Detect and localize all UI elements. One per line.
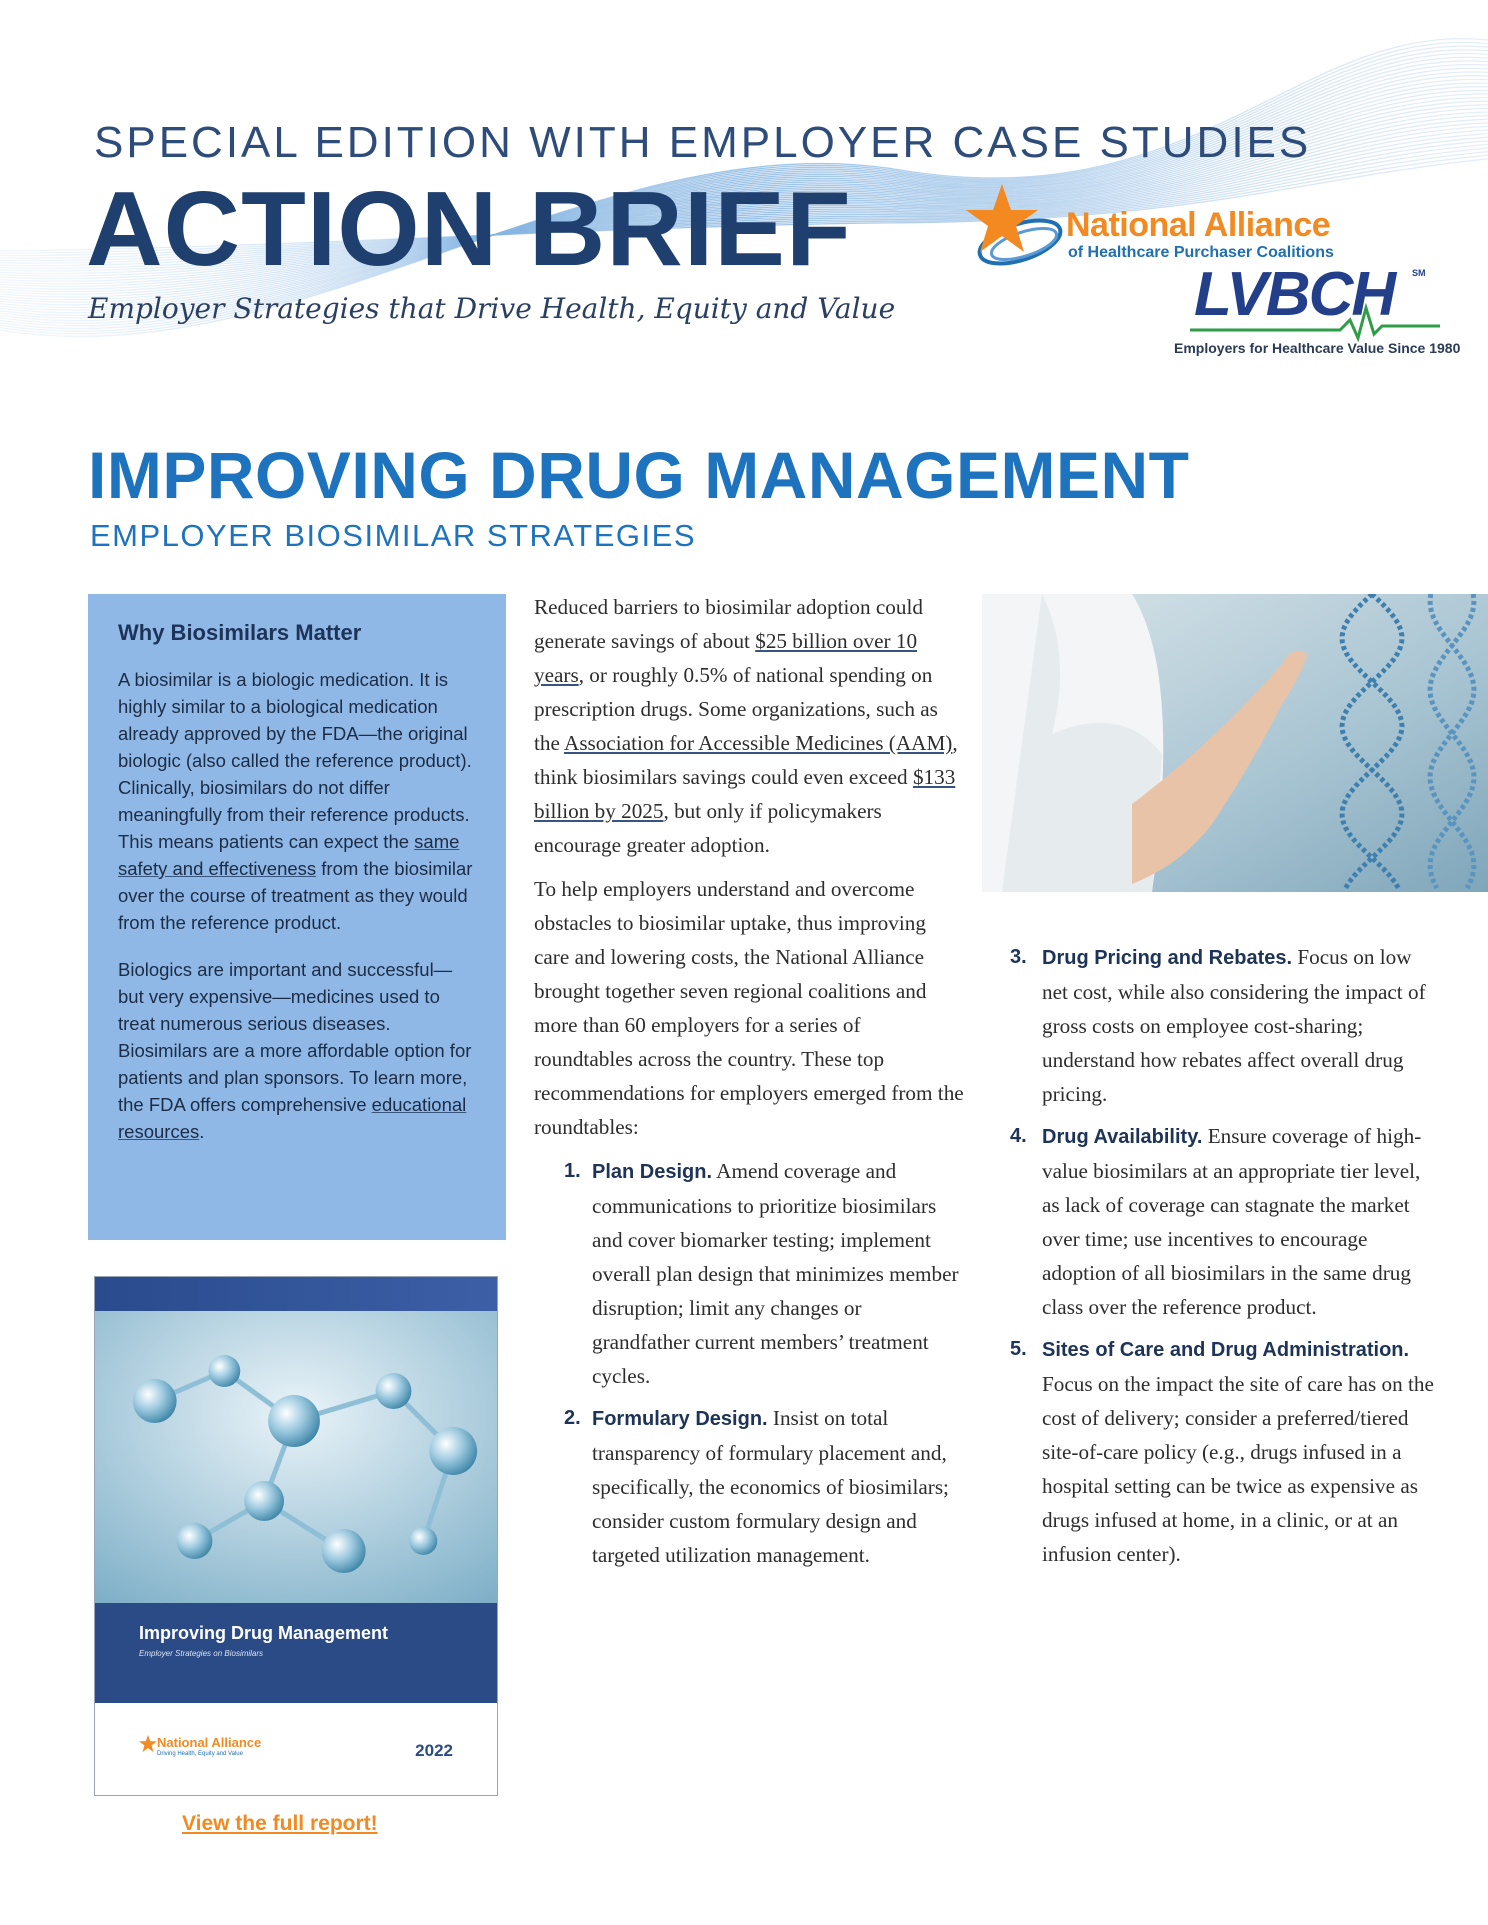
list-text: Insist on total transparency of formulary placement and, specifically, the economics of biosimilars; consider custom formulary design and targeted utilization management.: [592, 1406, 949, 1567]
report-logo-name: National Alliance: [157, 1735, 262, 1750]
national-alliance-subtitle: of Healthcare Purchaser Coalitions: [1068, 244, 1334, 261]
list-text: Focus on low net cost, while also considering the impact of gross costs on employee cost-sharing; understand how rebates affect overall drug pricing.: [1042, 945, 1426, 1106]
body-text: , or roughly 0.5% of national spending on prescription drugs. Some organizations, such as the: [534, 663, 938, 755]
body-column-middle: [534, 590, 964, 1580]
heartbeat-line-icon: [1190, 260, 1450, 344]
report-year: 2022: [415, 1741, 453, 1760]
brief-tagline: Employer Strategies that Drive Health, Equity and Value: [88, 292, 896, 325]
national-alliance-name: National Alliance: [1066, 206, 1331, 244]
same-safety-link[interactable]: same safety and effectiveness: [118, 831, 460, 879]
body-text: , think biosimilars savings could even exceed: [534, 731, 958, 789]
list-item: [1010, 1332, 1440, 1571]
list-lead: Sites of Care and Drug Administration.: [1042, 1339, 1410, 1361]
aam-link[interactable]: Association for Accessible Medicines (AAM): [564, 731, 953, 755]
list-number: 2.: [564, 1407, 581, 1429]
report-cover-thumbnail[interactable]: [94, 1276, 498, 1796]
list-number: 4.: [1010, 1125, 1027, 1147]
sidebar-text: Biologics are important and successful—but very expensive—medicines used to treat numerous serious diseases. Biosimilars are a more affordable option for patients and plan sponsors. To learn more, the FDA offers comprehensive: [118, 959, 472, 1115]
savings-133-billion-link[interactable]: $133 billion by 2025: [534, 765, 956, 823]
list-item: [1010, 940, 1440, 1111]
body-column-right: [1010, 940, 1440, 1579]
list-number: 5.: [1010, 1338, 1027, 1360]
molecule-image: [95, 1311, 497, 1603]
list-lead: Drug Availability.: [1042, 1126, 1203, 1148]
list-text: Ensure coverage of high-value biosimilars at an appropriate tier level, as lack of coverage can stagnate the market over time; use incentives to encourage adoption of all biosimilars in the same drug class over the reference product.: [1042, 1124, 1422, 1319]
star-icon: [139, 1735, 157, 1753]
sidebar-paragraph-1: [118, 666, 476, 936]
list-item: [534, 1401, 964, 1572]
lvbch-tagline: Employers for Healthcare Value Since 1980: [1174, 340, 1461, 356]
why-biosimilars-sidebar: [88, 594, 506, 1240]
roundtables-paragraph: To help employers understand and overcome obstacles to biosimilar uptake, thus improving care and lowering costs, the National Alliance brought together seven regional coalitions and more than 60 employers for a series of roundtables across the country. These top recommendations for employers emerged from the roundtables:: [534, 877, 964, 1139]
special-edition-kicker: SPECIAL EDITION WITH EMPLOYER CASE STUDIES: [94, 118, 1312, 167]
star-swoosh-icon: [958, 180, 1068, 280]
report-title: Improving Drug Management: [139, 1623, 389, 1643]
list-item: [1010, 1119, 1440, 1324]
sidebar-text: from the biosimilar over the course of treatment as they would from the reference product.: [118, 858, 473, 933]
educational-resources-link[interactable]: educational resources: [118, 1094, 467, 1142]
report-national-alliance-logo: [139, 1735, 269, 1769]
lvbch-service-mark: SM: [1412, 268, 1426, 278]
cover-top-band: [95, 1277, 497, 1311]
list-item: [534, 1154, 964, 1393]
body-text: Reduced barriers to biosimilar adoption could generate savings of about: [534, 595, 923, 653]
lvbch-logo: [1190, 260, 1450, 344]
list-text: Amend coverage and communications to prioritize biosimilars and cover biomarker testing; implement overall plan design that minimizes member disruption; limit any changes or grandfather current members’ treatment cycles.: [592, 1159, 959, 1388]
lvbch-wordmark: LVBCH: [1194, 260, 1395, 329]
action-brief-title: ACTION BRIEF: [86, 170, 852, 288]
sidebar-text: .: [199, 1121, 205, 1142]
list-lead: Plan Design.: [592, 1161, 713, 1183]
list-number: 1.: [564, 1160, 581, 1182]
recommendations-list-part-2: [1010, 940, 1440, 1571]
article-heading: IMPROVING DRUG MANAGEMENT: [88, 438, 1190, 512]
sidebar-title: Why Biosimilars Matter: [118, 620, 362, 645]
dna-doctor-photo: [982, 594, 1488, 892]
article-subheading: EMPLOYER BIOSIMILAR STRATEGIES: [90, 518, 696, 553]
report-logo-subtitle: Driving Health, Equity and Value: [157, 1751, 243, 1757]
list-number: 3.: [1010, 946, 1027, 968]
sidebar-text: A biosimilar is a biologic medication. It is highly similar to a biological medication already approved by the FDA—the original biologic (also called the reference product). Clinically, biosimilars do not differ meaningfully from their reference products. This means patients can expect the: [118, 669, 472, 852]
savings-paragraph: [534, 590, 964, 862]
sidebar-paragraph-2: [118, 956, 476, 1145]
list-lead: Formulary Design.: [592, 1408, 768, 1430]
list-lead: Drug Pricing and Rebates.: [1042, 947, 1293, 969]
body-text: , but only if policymakers encourage greater adoption.: [534, 799, 882, 857]
list-text: Focus on the impact the site of care has on the cost of delivery; consider a preferred/tiered site-of-care policy (e.g., drugs infused in a hospital setting can be twice as expensive as drugs infused at home, in a clinic, or at an infusion center).: [1042, 1372, 1434, 1566]
report-subtitle: Employer Strategies on Biosimilars: [139, 1649, 264, 1658]
view-full-report-link[interactable]: View the full report!: [182, 1812, 378, 1835]
recommendations-list-part-1: [534, 1154, 964, 1572]
savings-25-billion-link[interactable]: $25 billion over 10 years: [534, 629, 918, 687]
